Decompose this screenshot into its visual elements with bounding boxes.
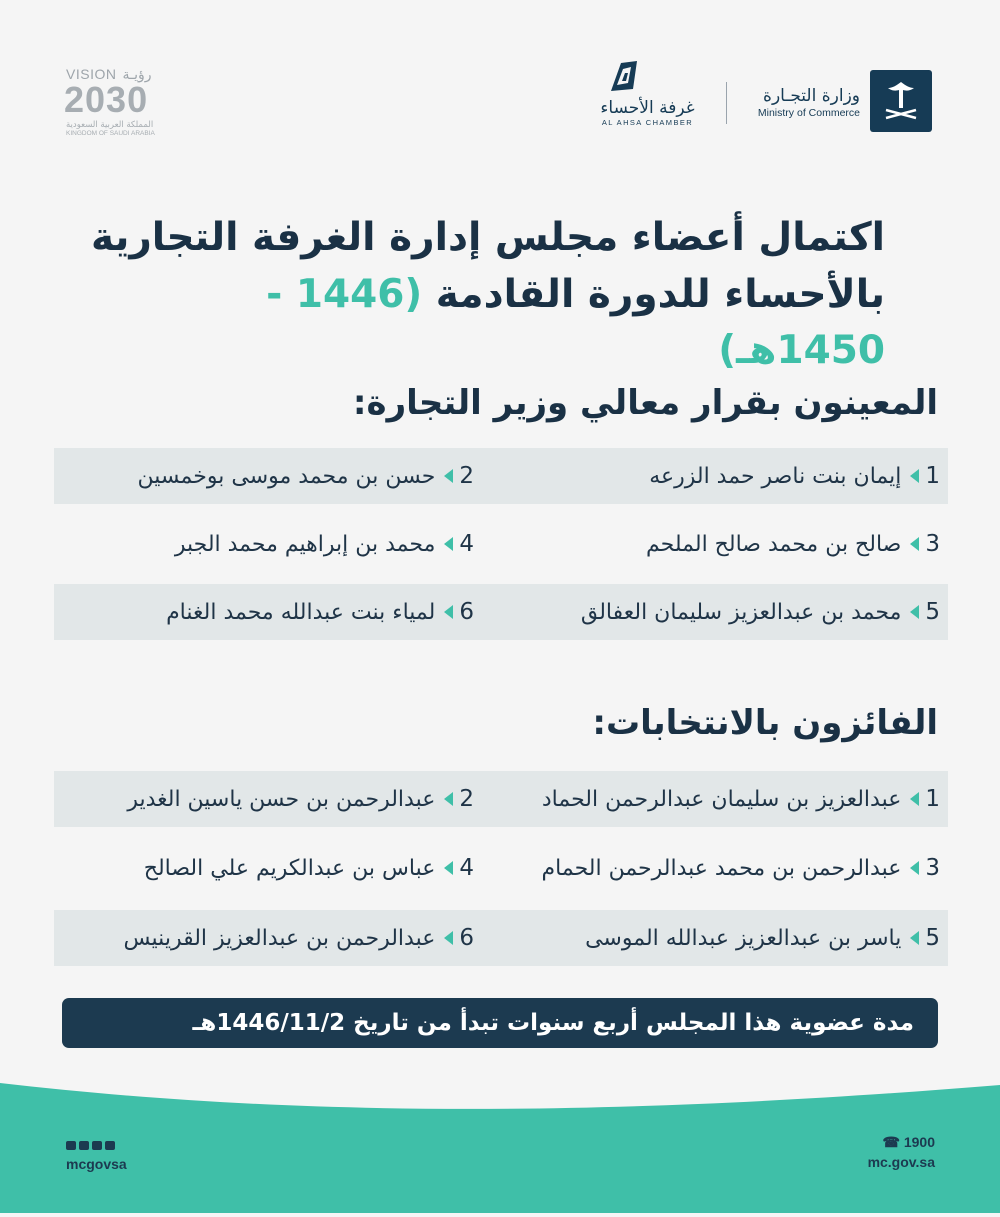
member-number: 2 <box>459 786 474 812</box>
member-name: عبدالرحمن بن محمد عبدالرحمن الحمام <box>541 855 902 881</box>
table-row <box>54 910 948 966</box>
phone-icon: ☎ <box>882 1134 900 1150</box>
arrow-icon <box>910 469 919 483</box>
list-item <box>127 771 474 827</box>
term-banner <box>62 998 938 1048</box>
list-item <box>585 910 940 966</box>
member-number: 2 <box>459 463 474 489</box>
youtube-icon[interactable] <box>105 1141 115 1150</box>
vision-year: 2030 <box>64 79 149 120</box>
vision-label-ar: رؤيـة <box>122 66 152 82</box>
arrow-icon <box>910 605 919 619</box>
footer-social <box>66 1134 216 1174</box>
member-name: إيمان بنت ناصر حمد الزرعه <box>649 463 902 489</box>
list-item <box>542 840 940 896</box>
header-divider <box>726 82 727 124</box>
member-number: 6 <box>459 925 474 951</box>
vision-label-en: VISION <box>66 66 117 82</box>
ministry-emblem-icon <box>870 70 932 132</box>
elected-heading: الفائزون بالانتخابات: <box>592 703 938 743</box>
member-name: حسن بن محمد موسى بوخمسين <box>137 463 436 489</box>
vision-kingdom-ar: المملكة العربية السعودية <box>66 120 154 130</box>
footer-contact <box>820 1132 935 1172</box>
arrow-icon <box>910 861 919 875</box>
social-handle[interactable]: mcgovsa <box>66 1156 127 1172</box>
footer-website-link[interactable]: mc.gov.sa <box>867 1154 935 1170</box>
list-item <box>542 771 940 827</box>
instagram-icon[interactable] <box>66 1141 76 1150</box>
facebook-icon[interactable] <box>92 1141 102 1150</box>
list-item <box>649 448 940 504</box>
page-title-line1: اكتمال أعضاء مجلس إدارة الغرفة التجارية <box>91 215 885 260</box>
member-number: 4 <box>459 531 474 557</box>
ministry-name-en: Ministry of Commerce <box>757 107 860 119</box>
member-number: 3 <box>925 855 940 881</box>
ministry-name <box>755 86 860 120</box>
member-number: 1 <box>925 463 940 489</box>
ministry-name-ar: وزارة التجـارة <box>763 86 860 106</box>
term-banner-text: مدة عضوية هذا المجلس أربع سنوات تبدأ من تاريخ 1446/11/2هـ <box>192 1010 914 1036</box>
member-name: عبدالرحمن بن عبدالعزيز القرينيس <box>123 925 436 951</box>
member-name: عبدالرحمن بن حسن ياسين الغدير <box>127 786 436 812</box>
member-name: محمد بن إبراهيم محمد الجبر <box>174 531 436 557</box>
arrow-icon <box>910 792 919 806</box>
arrow-icon <box>444 931 453 945</box>
social-icons <box>66 1134 216 1154</box>
footer-phone[interactable] <box>820 1132 935 1152</box>
member-name: محمد بن عبدالعزيز سليمان العفالق <box>580 599 902 625</box>
list-item <box>144 840 474 896</box>
member-number: 3 <box>925 531 940 557</box>
x-icon[interactable] <box>79 1141 89 1150</box>
table-row <box>54 771 948 827</box>
page-title-line2 <box>90 267 885 379</box>
member-name: لمياء بنت عبدالله محمد الغنام <box>166 599 436 625</box>
arrow-icon <box>910 537 919 551</box>
list-item <box>646 516 940 572</box>
member-name: عبدالعزيز بن سليمان عبدالرحمن الحماد <box>541 786 902 812</box>
page-title-years: (1446 - 1450هـ) <box>266 272 885 373</box>
arrow-icon <box>444 861 453 875</box>
list-item <box>124 910 475 966</box>
member-name: صالح بن محمد صالح الملحم <box>646 531 902 557</box>
member-name: ياسر بن عبدالعزيز عبدالله الموسى <box>585 925 902 951</box>
member-number: 6 <box>459 599 474 625</box>
list-item <box>166 584 474 640</box>
list-item <box>175 516 474 572</box>
arrow-icon <box>444 537 453 551</box>
arrow-icon <box>910 931 919 945</box>
member-number: 1 <box>925 786 940 812</box>
member-number: 5 <box>925 925 940 951</box>
list-item <box>138 448 474 504</box>
chamber-logo-icon <box>603 55 645 97</box>
table-row <box>54 584 948 640</box>
footer-phone-number: 1900 <box>903 1134 935 1150</box>
member-number: 5 <box>925 599 940 625</box>
chamber-name-ar: غرفة الأحساء <box>600 98 695 118</box>
page-title-line2-main: بالأحساء للدورة القادمة <box>435 272 885 317</box>
appointed-heading: المعينون بقرار معالي وزير التجارة: <box>352 383 938 423</box>
arrow-icon <box>444 469 453 483</box>
arrow-icon <box>444 792 453 806</box>
table-row <box>54 840 948 896</box>
table-row <box>54 516 948 572</box>
member-number: 4 <box>459 855 474 881</box>
vision-kingdom-en: KINGDOM OF SAUDI ARABIA <box>66 130 155 137</box>
list-item <box>581 584 940 640</box>
arrow-icon <box>444 605 453 619</box>
member-name: عباس بن عبدالكريم علي الصالح <box>143 855 436 881</box>
chamber-name-en: AL AHSA CHAMBER <box>601 118 694 127</box>
table-row <box>54 448 948 504</box>
